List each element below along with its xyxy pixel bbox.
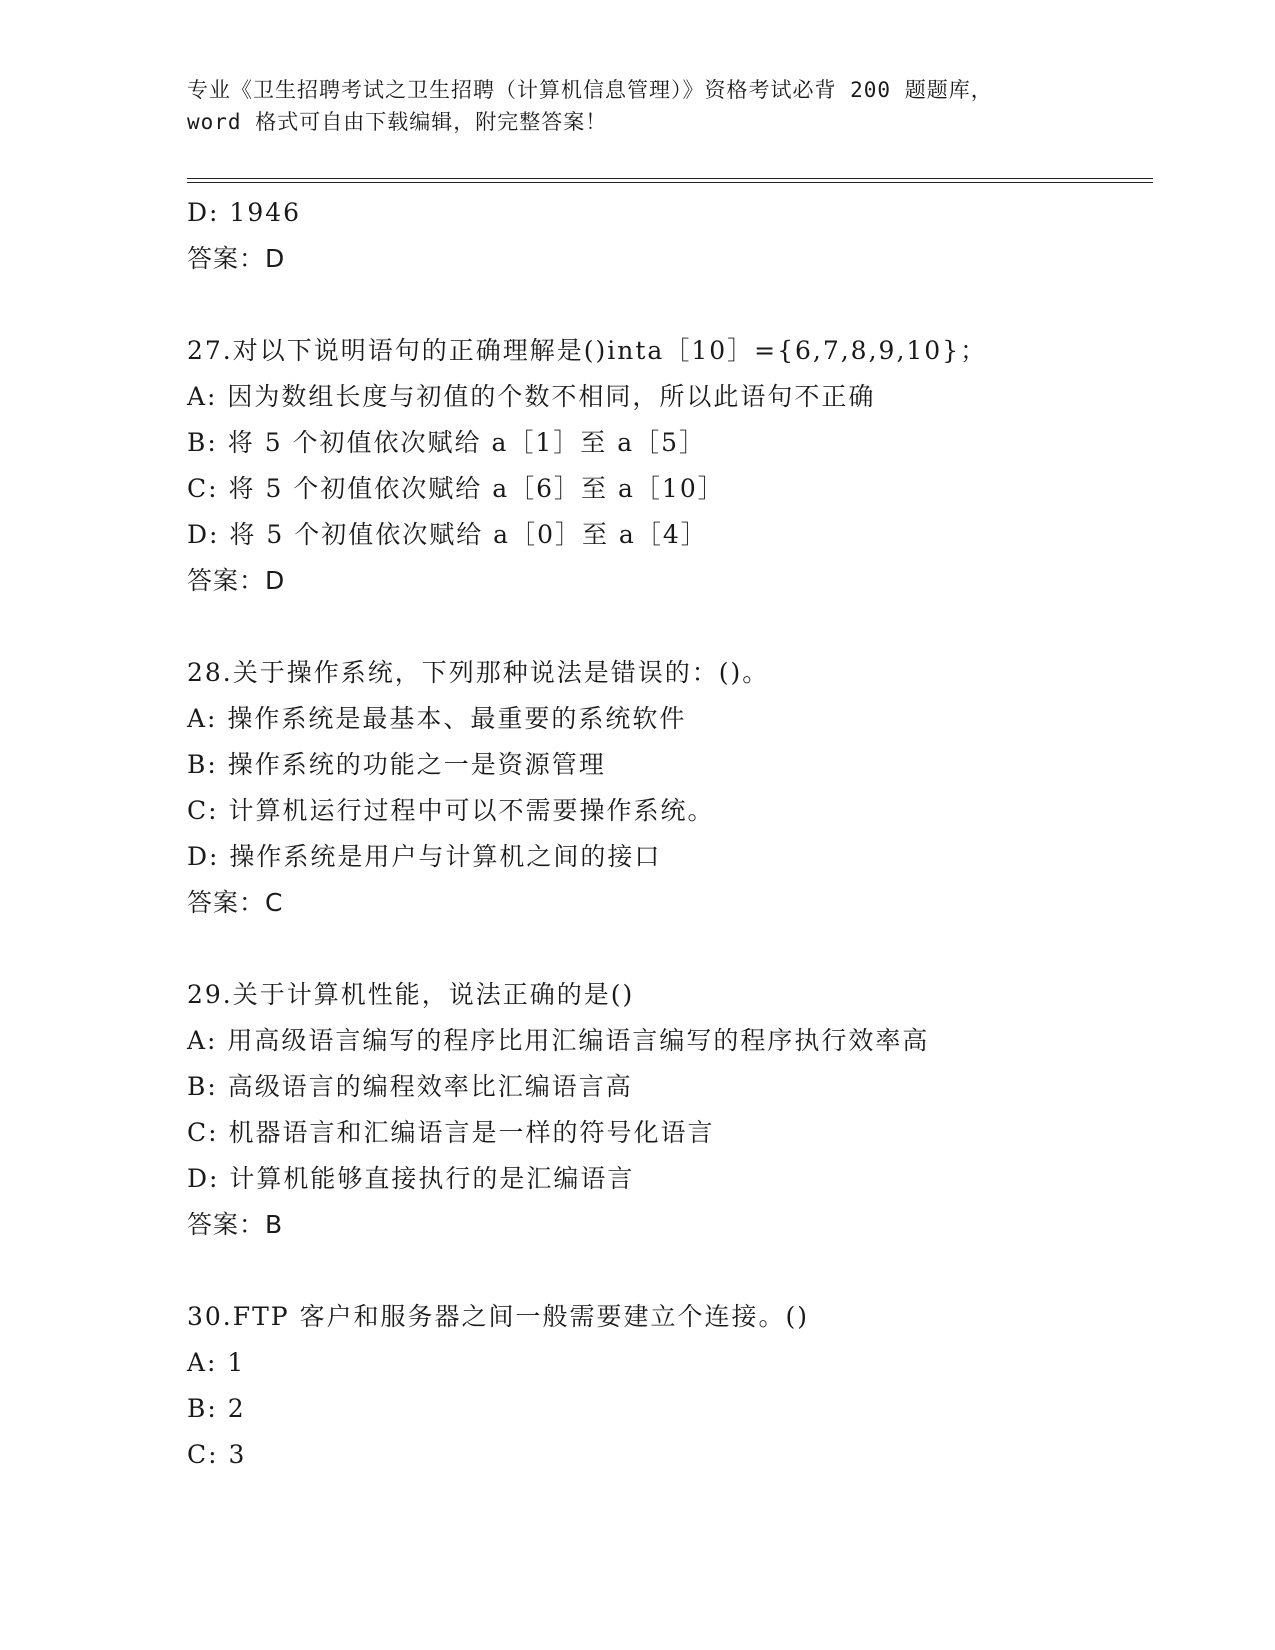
question-27 [187, 328, 1153, 604]
spacer [187, 1248, 1153, 1294]
header-title-line-2: word 格式可自由下载编辑，附完整答案！ [187, 110, 608, 134]
option-b: B: 高级语言的编程效率比汇编语言高 [187, 1072, 633, 1101]
option-c: C: 将 5 个初值依次赋给 a［6］至 a［10］ [187, 474, 725, 503]
option-c: C: 计算机运行过程中可以不需要操作系统。 [187, 796, 715, 825]
question-stem: 28.关于操作系统，下列那种说法是错误的：()。 [187, 658, 770, 687]
question-stem: 27.对以下说明语句的正确理解是()inta［10］={6,7,8,9,10}； [187, 336, 988, 365]
answer-line: 答案：D [187, 566, 286, 595]
option-b: B: 将 5 个初值依次赋给 a［1］至 a［5］ [187, 428, 707, 457]
question-26-fragment [187, 190, 1153, 282]
question-list [187, 190, 1153, 1478]
document-header [187, 74, 1087, 138]
question-30 [187, 1294, 1153, 1478]
option-a: A: 用高级语言编写的程序比用汇编语言编写的程序执行效率高 [187, 1026, 930, 1055]
option-d: D: 将 5 个初值依次赋给 a［0］至 a［4］ [187, 520, 708, 549]
header-divider-bottom [187, 182, 1153, 183]
option-a: A: 1 [187, 1348, 246, 1377]
spacer [187, 604, 1153, 650]
question-29 [187, 972, 1153, 1248]
answer-line: 答案：B [187, 1210, 284, 1239]
question-28 [187, 650, 1153, 926]
option-c: C: 3 [187, 1440, 247, 1469]
question-stem: 29.关于计算机性能，说法正确的是() [187, 980, 635, 1009]
option-d: D: 操作系统是用户与计算机之间的接口 [187, 842, 662, 871]
option-b: B: 操作系统的功能之一是资源管理 [187, 750, 606, 779]
header-title-line-1: 专业《卫生招聘考试之卫生招聘（计算机信息管理）》资格考试必背 200 题题库， [187, 78, 993, 102]
answer-line: 答案：C [187, 888, 284, 917]
option-a: A: 操作系统是最基本、最重要的系统软件 [187, 704, 687, 733]
spacer [187, 926, 1153, 972]
header-divider-top [187, 178, 1153, 179]
answer-line: 答案：D [187, 244, 286, 273]
option-a: A: 因为数组长度与初值的个数不相同，所以此语句不正确 [187, 382, 876, 411]
spacer [187, 282, 1153, 328]
option-d: D: 计算机能够直接执行的是汇编语言 [187, 1164, 635, 1193]
option-d: D: 1946 [187, 198, 302, 227]
option-b: B: 2 [187, 1394, 246, 1423]
question-stem: 30.FTP 客户和服务器之间一般需要建立个连接。() [187, 1302, 810, 1331]
option-c: C: 机器语言和汇编语言是一样的符号化语言 [187, 1118, 715, 1147]
